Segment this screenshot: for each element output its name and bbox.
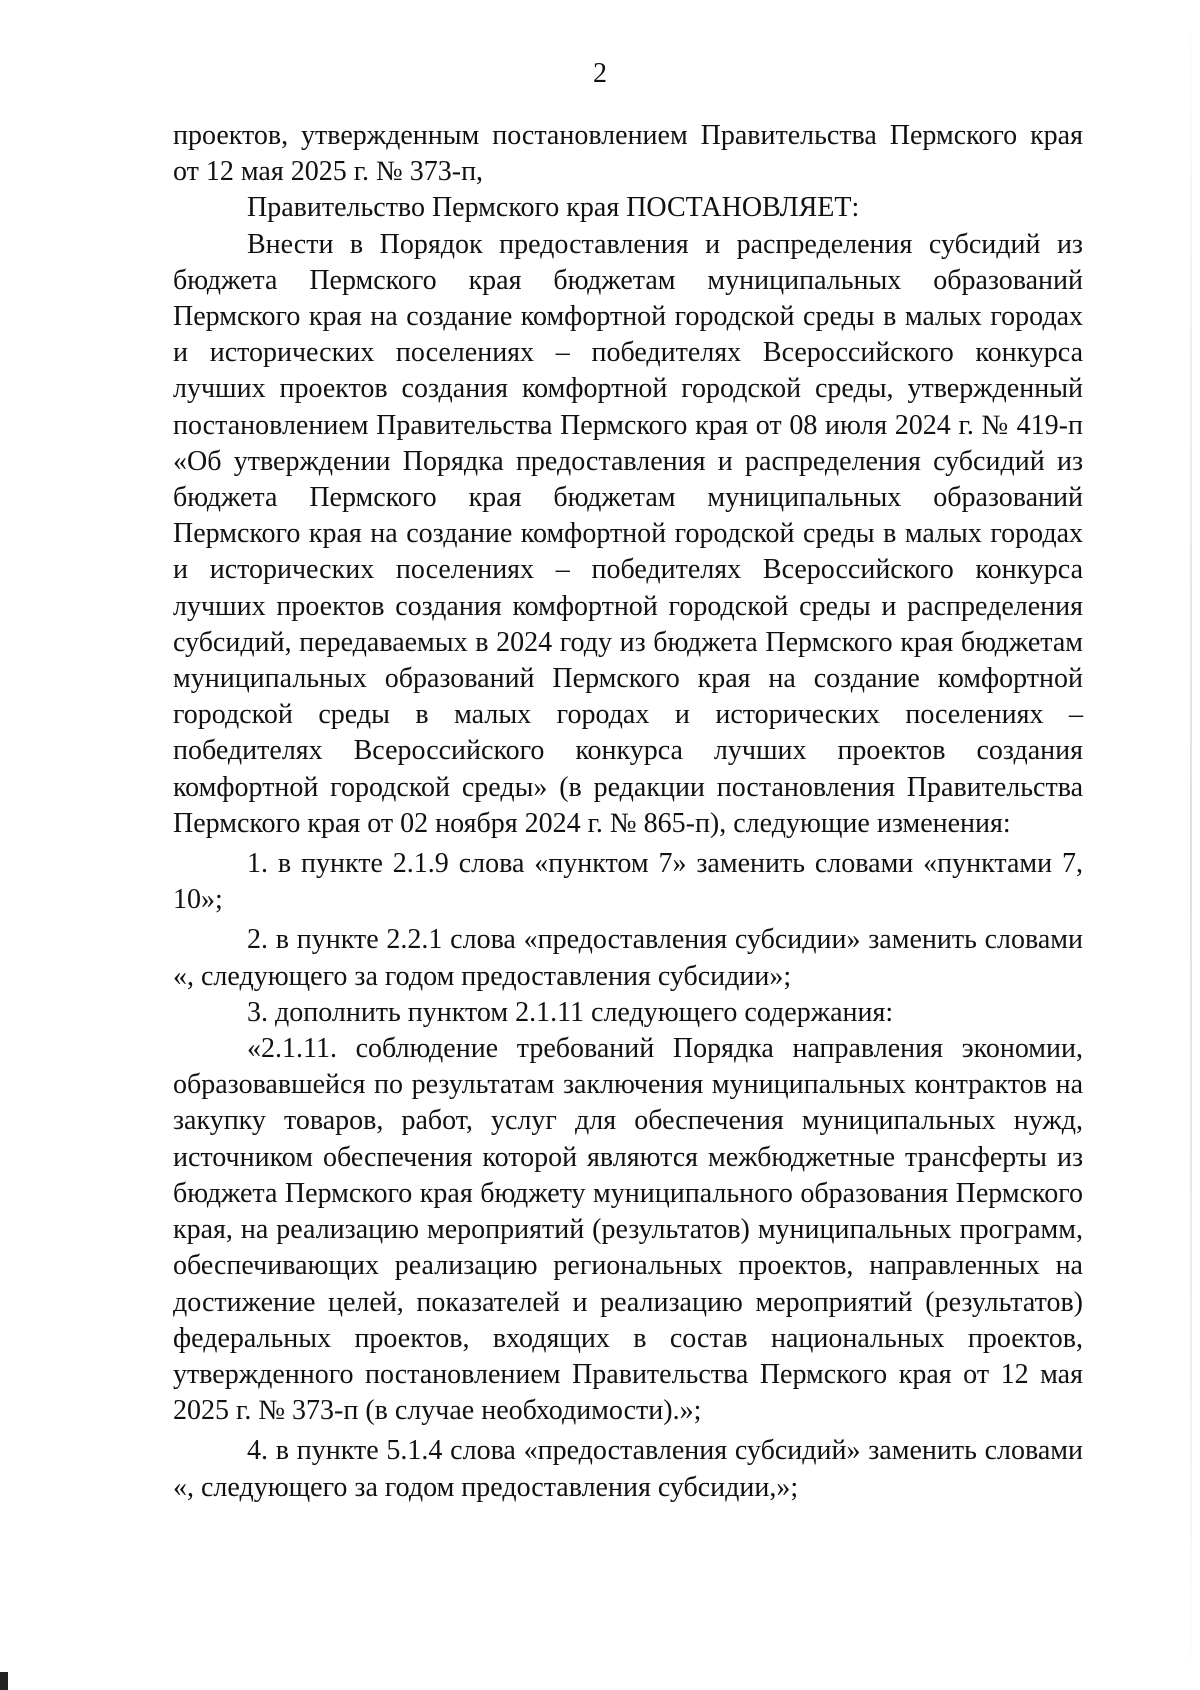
- list-item-1: 1. в пункте 2.1.9 слова «пунктом 7» заменить словами «пунктами 7, 10»;: [173, 848, 1083, 916]
- list-item-4: 4. в пункте 5.1.4 слова «предоставления субсидий» заменить словами «, следующего за годом предоставления субсидии,»;: [173, 1435, 1083, 1503]
- quoted-clause-2-1-11: «2.1.11. соблюдение требований Порядка направления экономии, образовавшейся по результатам заключения муниципальных контрактов на закупку товаров, работ, услуг для обеспечения муниципальных нужд, источником обеспечения которой являются межбюджетные трансферты из бюджета Пермского края бюджету муниципального образования Пермского края, на реализацию мероприятий (результатов) муниципальных программ, обеспечивающих реализацию региональных проектов, направленных на достижение целей, показателей и реализацию мероприятий (результатов) федеральных проектов, входящих в состав национальных проектов, утвержденного постановлением Правительства Пермского края от 12 мая 2025 г. № 373-п (в случае необходимости).»;: [173, 1033, 1083, 1427]
- scan-corner-mark: [0, 1672, 8, 1690]
- paragraph-resolution-heading: Правительство Пермского края ПОСТАНОВЛЯЕТ:: [247, 192, 860, 224]
- list-item-2: 2. в пункте 2.2.1 слова «предоставления субсидии» заменить словами «, следующего за годом предоставления субсидии»;: [173, 924, 1083, 992]
- paragraph-main-amendment: Внести в Порядок предоставления и распределения субсидий из бюджета Пермского края бюджетам муниципальных образований Пермского края на создание комфортной городской среды в малых городах и исторических поселениях – победителях Всероссийского конкурса лучших проектов создания комфортной городской среды, утвержденный постановлением Правительства Пермского края от 08 июля 2024 г. № 419-п «Об утверждении Порядка предоставления и распределения субсидий из бюджета Пермского края бюджетам муниципальных образований Пермского края на создание комфортной городской среды в малых городах и исторических поселениях – победителях Всероссийского конкурса лучших проектов создания комфортной городской среды и распределения субсидий, передаваемых в 2024 году из бюджета Пермского края бюджетам муниципальных образований Пермского края на создание комфортной городской среды в малых городах и исторических поселениях – победителях Всероссийского конкурса лучших проектов создания комфортной городской среды» (в редакции постановления Правительства Пермского края от 02 ноября 2024 г. № 865-п), следующие изменения:: [173, 228, 1083, 839]
- list-item-3: 3. дополнить пунктом 2.1.11 следующего содержания:: [247, 996, 894, 1028]
- document-body: [173, 118, 1083, 1506]
- page-number: 2: [593, 58, 607, 89]
- paragraph-continuation: проектов, утвержденным постановлением Правительства Пермского края от 12 мая 2025 г. № 373-п,: [173, 120, 1083, 188]
- scan-edge-shadow: [1190, 0, 1192, 1690]
